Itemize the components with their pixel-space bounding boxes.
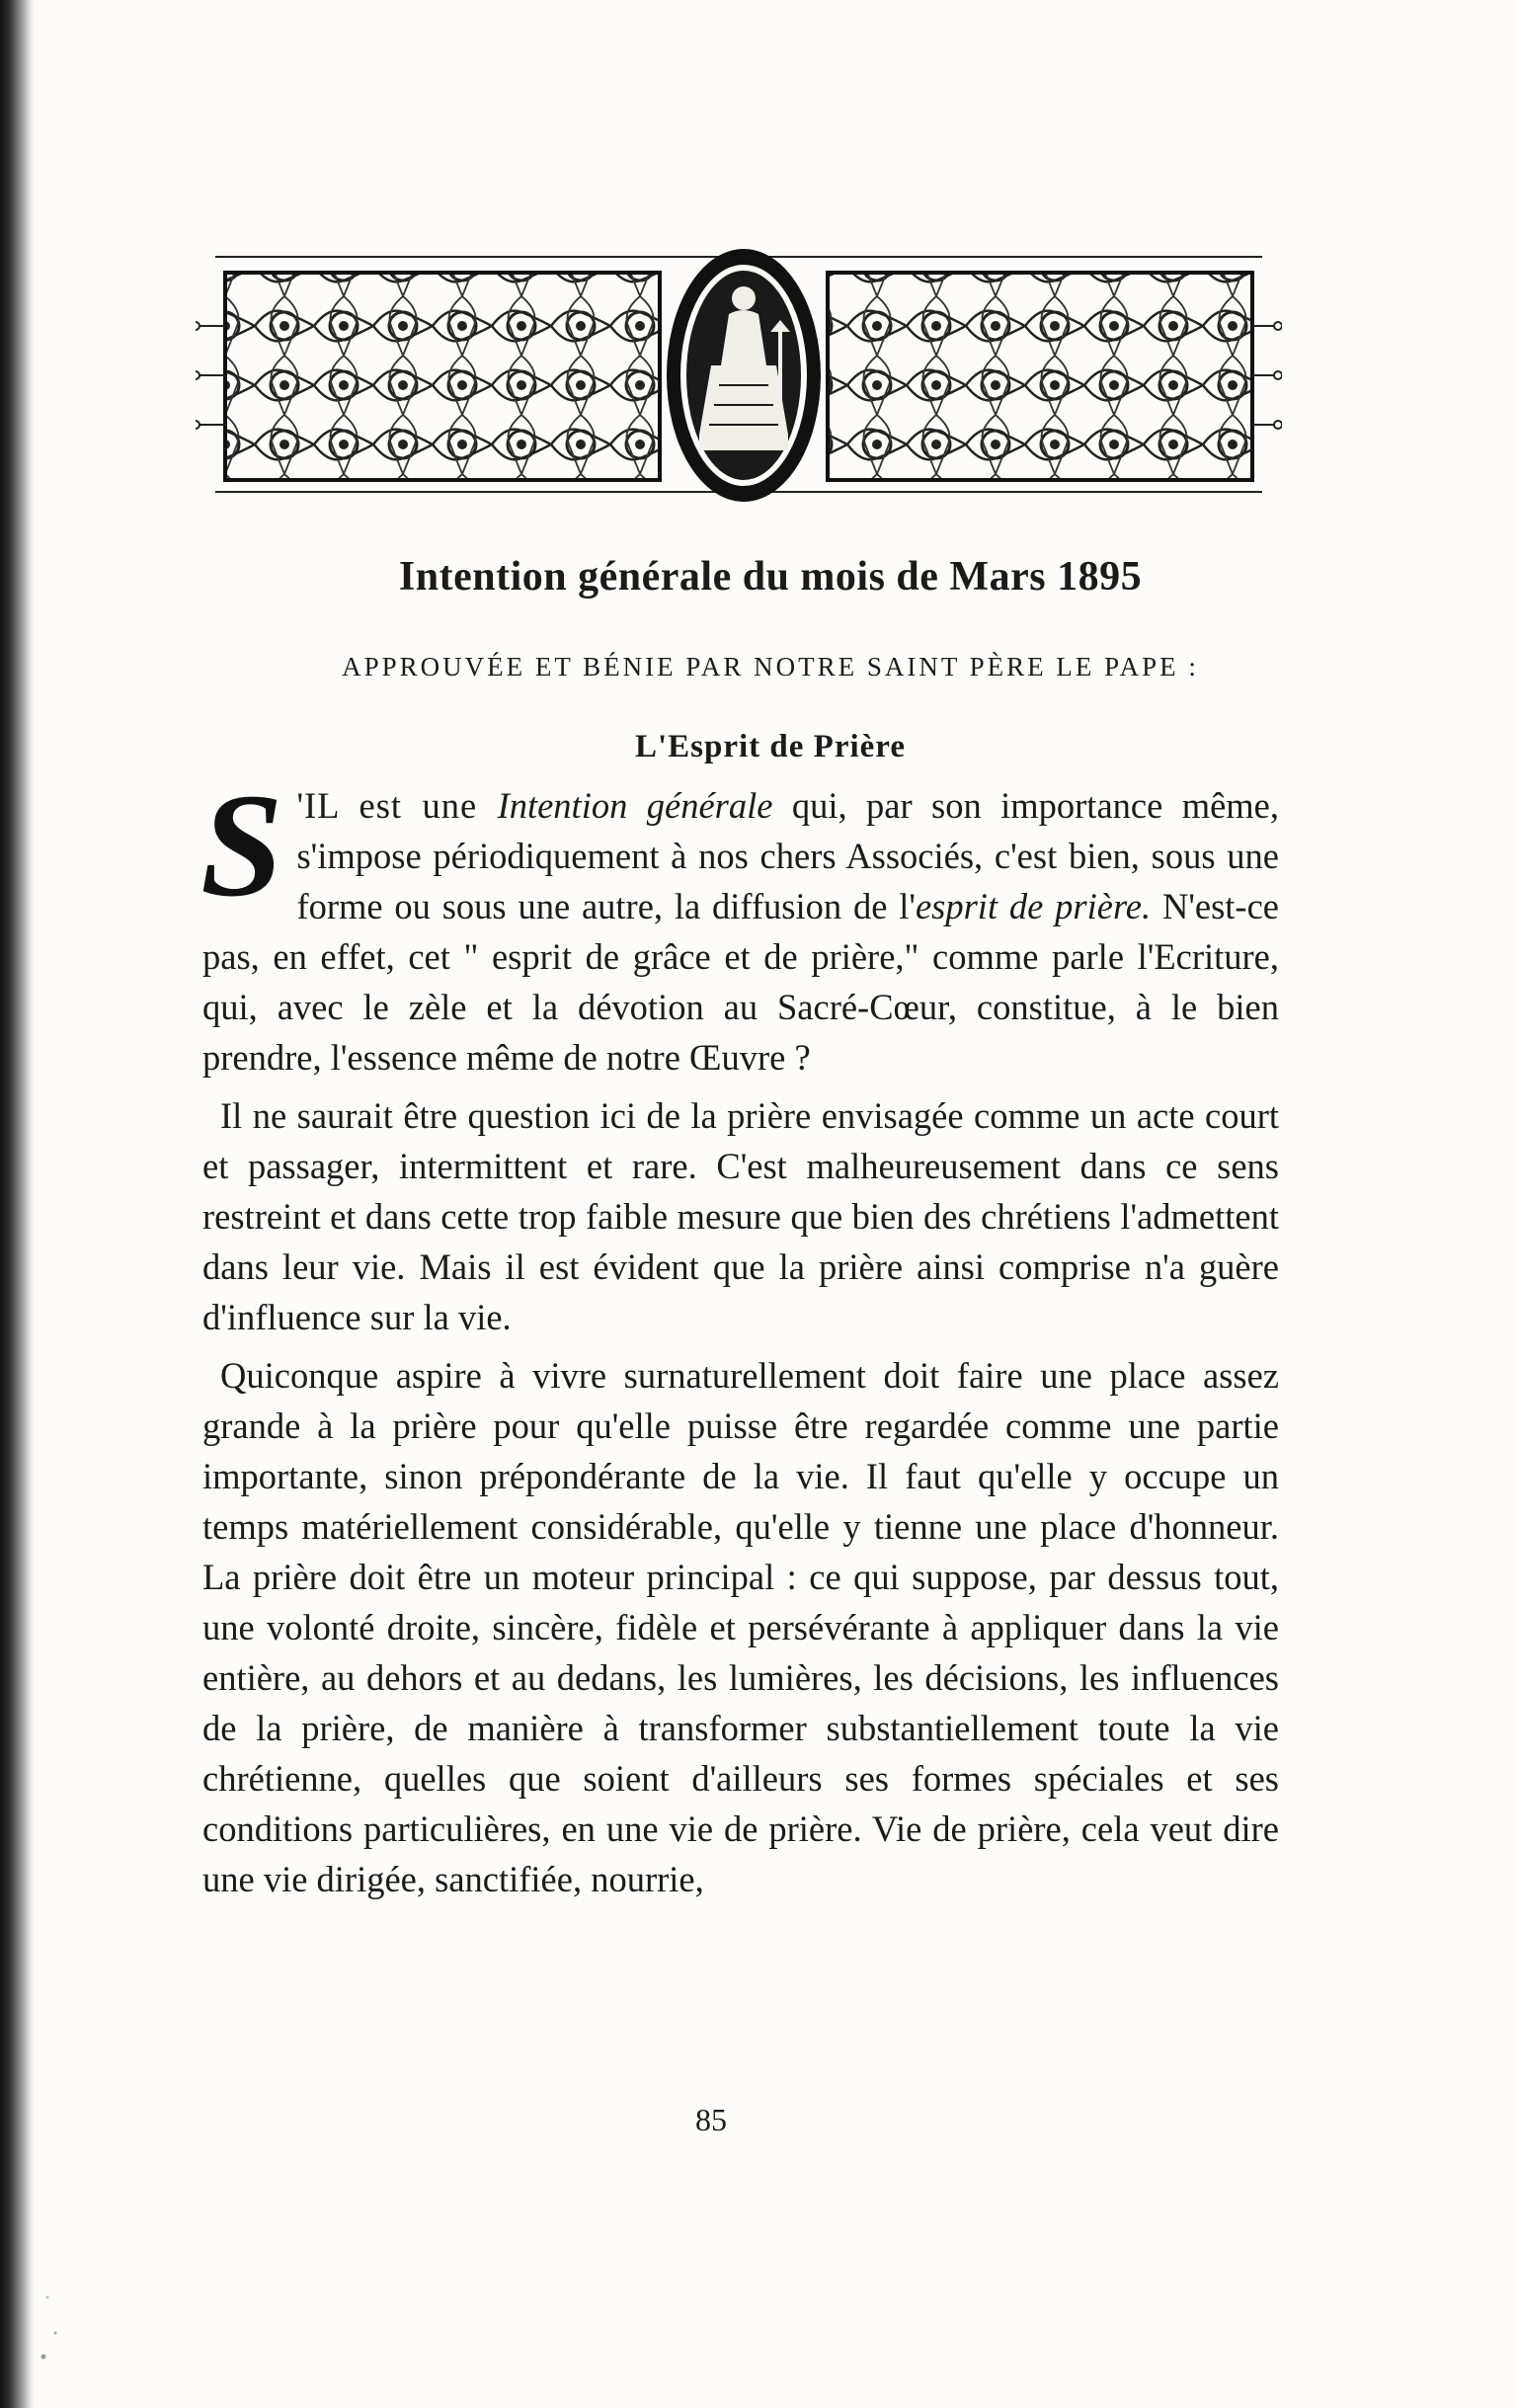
- page-number: 85: [695, 2102, 727, 2137]
- paragraph-1-start: 'IL est une: [296, 785, 498, 826]
- paragraph-1-emphasis-2: esprit de prière.: [915, 886, 1152, 926]
- drop-cap: S: [200, 763, 283, 927]
- paragraph-1-middle: qui, par son importance même, s'impose périodiquement à nos chers Associés, c'est bien, sous une forme ou sous une autre, la diffusion de l': [296, 785, 1279, 926]
- paragraph-1-emphasis-1: Intention générale: [497, 785, 773, 826]
- section-title: L'Esprit de Prière: [634, 729, 906, 764]
- paper-specks: [40, 2262, 79, 2380]
- decorative-headpiece: [196, 237, 1282, 514]
- paragraph-1: [200, 763, 1279, 1083]
- page-title: Intention générale du mois de Mars 1895: [398, 554, 1143, 600]
- book-spine-shadow: [0, 0, 34, 2408]
- article-body: [200, 763, 1279, 1904]
- paragraph-2: Il ne saurait être question ici de la prière envisagée comme un acte court et passager, intermittent et rare. C'est malheureusement dans ce sens restreint et dans cette trop faible mesure que bien des chrétiens l'admettent dans leur vie. Mais il est évident que la prière ainsi comprise n'a guère d'influence sur la vie.: [202, 1095, 1279, 1337]
- approval-line: APPROUVÉE ET BÉNIE PAR NOTRE SAINT PÈRE LE PAPE :: [342, 652, 1199, 682]
- paragraph-1-end: N'est-ce pas, en effet, cet " esprit de grâce et de prière," comme parle l'Ecriture, qui, avec le zèle et la dévotion au Sacré-Cœur, constitue, à le bien prendre, l'essence même de notre Œuvre ?: [202, 886, 1279, 1078]
- ornament-icon: [196, 237, 1282, 514]
- paragraph-3: Quiconque aspire à vivre surnaturellement doit faire une place assez grande à la prière pour qu'elle puisse être regardée comme une partie importante, sinon prépondérante de la vie. Il faut qu'elle y occupe un temps matériellement considérable, qu'elle y tienne une place d'honneur. La prière doit être un moteur principal : ce qui suppose, par dessus tout, une volonté droite, sincère, fidèle et persévérante à appliquer dans la vie entière, au dehors et au dedans, les lumières, les décisions, les influences de la prière, de manière à transformer substantiellement toute la vie chrétienne, quelles que soient d'ailleurs ses formes spéciales et ses conditions particulières, en une vie de prière. Vie de prière, cela veut dire une vie dirigée, sanctifiée, nourrie,: [202, 1355, 1279, 1899]
